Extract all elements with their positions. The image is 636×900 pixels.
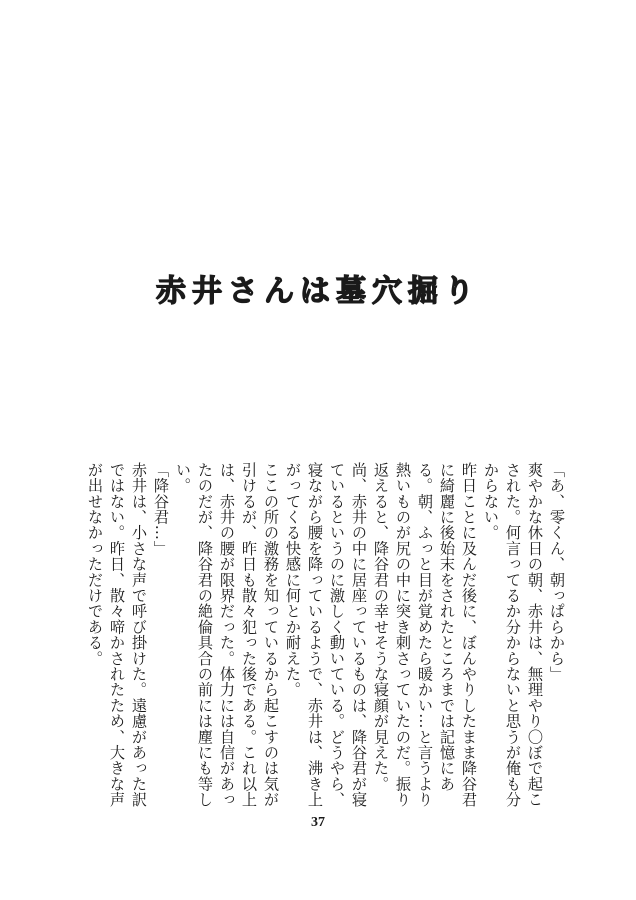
page-number: 37 xyxy=(311,815,325,830)
paragraph: ここの所の激務を知っているから起こすのは気が引けるが、昨日も散々犯った後である。これ以上は、赤井の腰が限界だった。体力には自信があったのだが、降谷君の絶倫具合の前には塵にも等しい。 xyxy=(174,462,280,808)
chapter-title: 赤井さんは墓穴掘り xyxy=(156,274,480,309)
paragraph: 尚、赤井の中に居座っているものは、降谷君が寝ているというのに激しく動いている。どうやら、寝ながら腰を降っているようで、赤井は、沸き上がってくる快感に何とか耐えた。 xyxy=(284,462,368,808)
vertical-body-text xyxy=(84,462,568,810)
paragraph: 「降谷君…」 xyxy=(152,462,170,557)
paragraph: 爽やかな休日の朝、赤井は、無理やり〇ぼで起こされた。何言ってるか分からないと思うが俺も分からない。 xyxy=(482,462,544,808)
paragraph: 昨日ことに及んだ後に、ぼんやりしたまま降谷君に綺麗に後始末をされたところまでは記憶にある。朝、ふっと目が覚めたら暖かい…と言うより熱いものが尻の中に突き刺さっていたのだ。振り返えると、降谷君の幸せそうな寝顔が見えた。 xyxy=(372,462,478,808)
paragraph: 赤井は、小さな声で呼び掛けた。遠慮があった訳ではない。昨日、散々啼かされたため、大きな声が出せなかっただけである。 xyxy=(86,462,148,808)
paragraph: 「あ、零くん、朝っぱらから」 xyxy=(548,462,566,682)
